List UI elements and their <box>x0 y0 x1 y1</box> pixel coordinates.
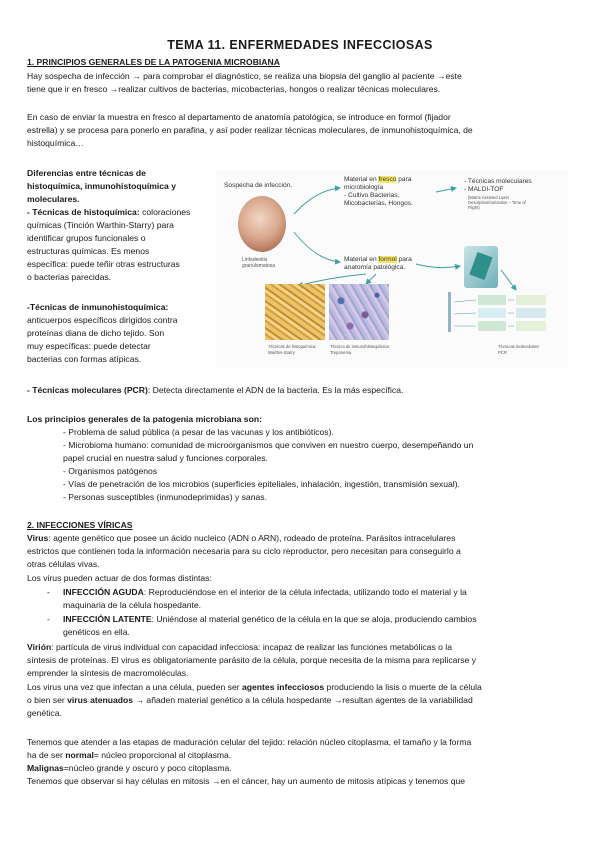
node-caption: Linfadenitis <box>242 257 268 263</box>
pcr-chart <box>448 292 546 332</box>
paragraph-line: estrella) y se procesa para ponerlo en parafina, y así poder realizar técnicas moleculares, de inmunohistoquímica, de <box>27 125 473 135</box>
forms-line: Los virus pueden actuar de dos formas distintas: <box>27 573 212 583</box>
infection-line: genética. <box>27 708 62 718</box>
maldi-caption: (Matrix Assisted Laser <box>468 195 510 200</box>
molecular-label: - Técnicas moleculares (PCR) <box>27 385 148 395</box>
latent-text: : Uniéndose al material genético de la célula en la que se aloja, produciendo cambios <box>151 614 477 624</box>
section-2-heading: 2. INFECCIONES VÍRICAS <box>27 520 133 530</box>
virus-label: Virus <box>27 533 49 543</box>
histochemistry-label: - Técnicas de histoquímica: <box>27 207 140 217</box>
histochemistry-line: estructuras químicas. Es menos <box>27 246 150 256</box>
virion-label: Virión <box>27 642 52 652</box>
diagnosis-figure <box>216 170 568 368</box>
differences-heading: Diferencias entre técnicas de <box>27 168 146 178</box>
malignant-line <box>27 763 232 775</box>
maldi-tof-label: - MALDI-TOF <box>464 186 504 193</box>
virus-line: estrictos que contienen toda la información necesaria para su ciclo reproductor, pero necesitan para conseguirlo a <box>27 546 461 556</box>
virus-line <box>27 533 455 545</box>
differences-heading: histoquímica, inmunohistoquímica y <box>27 181 176 191</box>
maldi-caption: Desorption/Ionization – Time of <box>468 200 526 205</box>
acute-line <box>63 587 467 599</box>
ihq-label: -Técnicas de inmunohistoquímica: <box>27 302 169 312</box>
histochemistry-line: identificar grupos funcionales o <box>27 233 146 243</box>
acute-text: : Reproduciéndose en el interior de la célula infectada, utilizando todo el material y la <box>143 587 467 597</box>
ihq-line: anticuerpos específicos dirigidos contra <box>27 315 178 325</box>
ihq-caption: Treponema <box>330 350 352 355</box>
paragraph-line: tiene que ir en fresco →realizar cultivos de bacterias, micobacterias, hongos o realizar técnicas moleculares. <box>27 84 441 94</box>
paragraph-line: En caso de enviar la muestra en fresco al departamento de anatomía patológica, se introduce en formol (fijador <box>27 112 451 122</box>
principle-item: - Problema de salud pública (a pesar de las vacunas y los antibióticos). <box>63 427 334 437</box>
histochemistry-text: coloraciones <box>139 207 191 217</box>
virus-line: otras células vivas. <box>27 559 100 569</box>
paragraph-line: histoquímica… <box>27 138 84 148</box>
virus-text: : agente genético que posee un ácido nucleico (ADN o ARN), rodeado de proteína. Parásitos intracelulares <box>48 533 456 543</box>
malignant-label: Malignas <box>27 763 64 773</box>
ihq-line: bacterias con formas atípicas. <box>27 354 142 364</box>
bullet-dash: - <box>47 614 50 624</box>
pcr-caption: PCR <box>498 350 507 355</box>
histochemistry-line: químicas (Tinción Warthin-Starry) para <box>27 220 174 230</box>
maldi-caption: Flight) <box>468 205 480 210</box>
virion-line <box>27 642 452 654</box>
histochemistry-line: o bacterias parecidas. <box>27 272 112 282</box>
acute-line: maquinaria de la célula hospedante. <box>63 600 202 610</box>
pcr-caption: Técnicas moleculares: <box>498 344 540 349</box>
fresh-material-label: Material en fresco para <box>344 176 412 183</box>
latent-line: genéticos en ella. <box>63 627 130 637</box>
molecular-line <box>27 385 403 397</box>
molecular-techniques-label: - Técnicas moleculares <box>464 178 532 185</box>
fresh-material-label: - Cultivo Bacterias, <box>344 192 400 199</box>
maturation-line: ha de ser normal= núcleo proporcional al citoplasma. <box>27 750 232 760</box>
virion-line: emprender la síntesis de macromoléculas. <box>27 668 189 678</box>
bullet-dash: - <box>47 587 50 597</box>
virion-text: : partícula de virus individual con capacidad infecciosa: incapaz de realizar las funciones metabólicas o la <box>51 642 452 652</box>
ihq-caption: Técnica de inmunohistoquímica <box>330 344 389 349</box>
latent-label: INFECCIÓN LATENTE <box>63 614 152 624</box>
fresh-material-label: Micobacterias, Hongos. <box>344 200 413 207</box>
acute-label: INFECCIÓN AGUDA <box>63 587 144 597</box>
virion-line: síntesis de proteínas. El virus es obligatoriamente parásito de la célula, porque necesita de la misma para replicarse y <box>27 655 477 665</box>
histochemistry-line <box>27 207 190 219</box>
malignant-text: =núcleo grande y oscuro y poco citoplasma. <box>63 763 232 773</box>
histo-caption: Warthin-Starry <box>268 350 295 355</box>
principles-heading: Los principios generales de la patogenia microbiana son: <box>27 414 262 424</box>
fresh-material-label: microbiología <box>344 184 384 191</box>
histochemistry-image <box>265 284 325 340</box>
immunohistochemistry-image <box>329 284 389 340</box>
molecular-text: : Detecta directamente el ADN de la bacteria. Es la más específica. <box>147 385 404 395</box>
latent-line <box>63 614 477 626</box>
principle-item: - Organismos patógenos <box>63 466 158 476</box>
infection-line: o bien ser virus atenuados → añaden material genético a la célula hospedante →resultan agentes de la variabilidad <box>27 695 473 705</box>
lab-kit-image <box>464 246 498 288</box>
figure-suspicion-label: Sospecha de infección. <box>224 182 293 189</box>
histochemistry-line: específica: puede teñir otras estructuras <box>27 259 180 269</box>
page-title: TEMA 11. ENFERMEDADES INFECCIOSAS <box>167 38 433 52</box>
formol-material-label: Material en formol para <box>344 256 412 263</box>
histo-caption: Técnicas de histoquímica: <box>268 344 317 349</box>
principle-item: - Vías de penetración de los microbios (superficies epiteliales, inhalación, ingestión, transmisión sexual). <box>63 479 460 489</box>
maturation-line: Tenemos que atender a las etapas de maduración celular del tejido: relación núcleo citoplasma, el tamaño y la forma <box>27 737 472 747</box>
principle-item: papel crucial en nuestra salud y funciones corporales. <box>63 453 268 463</box>
mitosis-line: Tenemos que observar si hay células en mitosis →en el cáncer, hay un aumento de mitosis atípicas y tenemos que <box>27 776 466 786</box>
node-caption: granulomatosa <box>242 263 276 269</box>
formol-material-label: anatomía patológica. <box>344 264 406 271</box>
differences-heading: moleculares. <box>27 194 80 204</box>
infection-line: Los virus una vez que infectan a una célula, pueden ser agentes infecciosos produciendo la lisis o muerte de la célula <box>27 682 482 692</box>
ihq-line: proteínas diana de dicho tejido. Son <box>27 328 165 338</box>
ihq-line: muy específicas: puede detectar <box>27 341 151 351</box>
section-1-heading: 1. PRINCIPIOS GENERALES DE LA PATOGENIA MICROBIANA <box>27 57 280 67</box>
paragraph-line: Hay sospecha de infección → para comprobar el diagnóstico, se realiza una biopsia del ganglio al paciente →este <box>27 71 462 81</box>
principle-item: - Microbioma humano: comunidad de microorganismos que conviven en nuestro cuerpo, desempeñando un <box>63 440 474 450</box>
principle-item: - Personas susceptibles (inmunodeprimidas) y sanas. <box>63 492 267 502</box>
